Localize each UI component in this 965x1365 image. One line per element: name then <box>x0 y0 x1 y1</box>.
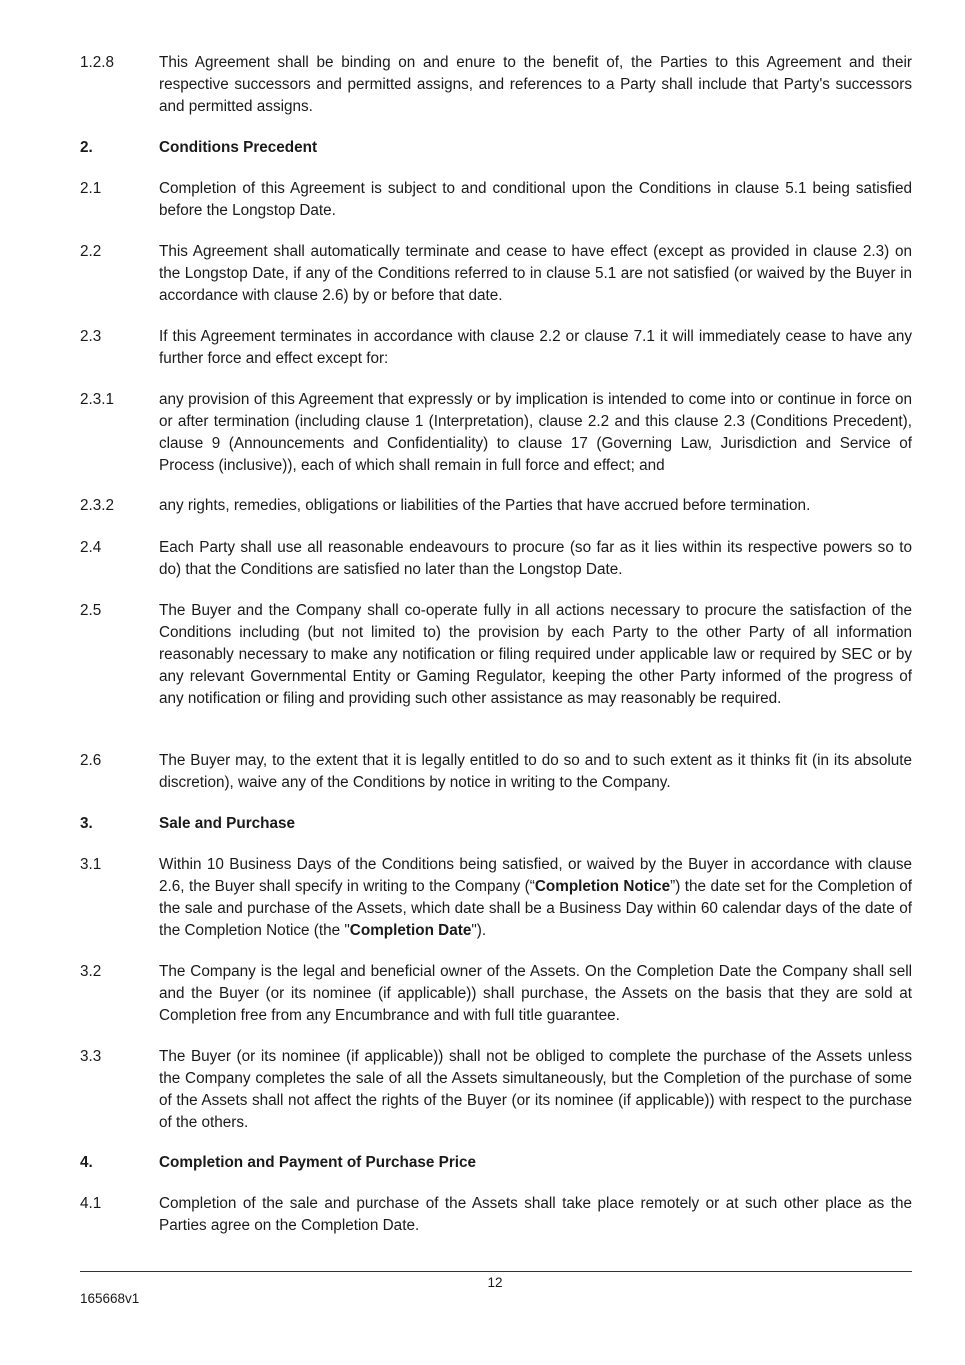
clause-3-1 <box>80 854 912 942</box>
defined-term-completion-notice: Completion Notice <box>534 877 671 895</box>
clause-text: The Company is the legal and beneficial owner of the Assets. On the Completion Date the Company shall sell and the Buyer (or its nominee (if applicable)) shall purchase, the Assets on the basis that they are sold at Completion free from any Encumbrance and with full title guarantee. <box>159 963 912 1024</box>
clause-2-3-2 <box>80 495 912 517</box>
clause-text: The Buyer (or its nominee (if applicable)) shall not be obliged to complete the purchase of the Assets unless the Company completes the sale of all the Assets simultaneously, but the Completion of the purchase of some of the Assets shall not affect the rights of the Buyer (or its nominee (if applicable)) with respect to the purchase of the others. <box>159 1048 912 1131</box>
clause-number: 3.1 <box>80 856 102 873</box>
clause-2-4 <box>80 537 912 581</box>
clause-text: any provision of this Agreement that expressly or by implication is intended to come into or continue in force on or after termination (including clause 1 (Interpretation), clause 2.2 and this clause 2.3 (Conditions Precedent), clause 9 (Announcements and Confidentiality) to clause 17 (Governing Law, Jurisdiction and Service of Process (inclusive)), each of which shall remain in full force and effect; and <box>159 391 912 474</box>
clause-3-2 <box>80 961 912 1027</box>
defined-term-completion-date: Completion Date <box>349 921 472 939</box>
document-reference: 165668v1 <box>80 1291 140 1306</box>
section-number: 4. <box>80 1154 93 1171</box>
clause-text: The Buyer and the Company shall co-operate fully in all actions necessary to procure the satisfaction of the Conditions including (but not limited to) the provision by each Party to the other Party of all information reasonably necessary to make any notification or filing required under applicable law or required by SEC or by any relevant Governmental Entity or Gaming Regulator, keeping the other Party informed of the progress of any notification or filing and providing such other assistance as may reasonably be required. <box>159 602 912 707</box>
clause-text: Each Party shall use all reasonable endeavours to procure (so far as it lies within its respective powers so to do) that the Conditions are satisfied no later than the Longstop Date. <box>159 539 912 578</box>
clause-3-3 <box>80 1046 912 1134</box>
clause-number: 2.4 <box>80 539 102 556</box>
clause-number: 2.3.1 <box>80 391 115 408</box>
section-heading-2 <box>80 137 912 159</box>
footer-divider <box>80 1271 912 1272</box>
clause-text: any rights, remedies, obligations or liabilities of the Parties that have accrued before termination. <box>159 497 811 514</box>
clause-number: 2.3.2 <box>80 497 115 514</box>
clause-text-part: Within 10 Business Days of the Conditions being satisfied, or waived by the Buyer in accordance with clause 2.6, the Buyer shall specify in writing to the Company (“ <box>159 856 912 895</box>
page-number: 12 <box>487 1275 503 1290</box>
clause-2-2 <box>80 241 912 307</box>
clause-text <box>159 854 912 942</box>
clause-number: 2.6 <box>80 752 102 769</box>
clause-number: 3.3 <box>80 1048 102 1065</box>
clause-text: Completion of this Agreement is subject to and conditional upon the Conditions in clause 5.1 being satisfied before the Longstop Date. <box>159 180 912 219</box>
clause-number: 1.2.8 <box>80 54 115 71</box>
section-title: Sale and Purchase <box>159 815 296 832</box>
clause-text-part: "). <box>471 921 487 939</box>
section-number: 3. <box>80 815 93 832</box>
clause-number: 2.5 <box>80 602 102 619</box>
clause-number: 3.2 <box>80 963 102 980</box>
clause-1-2-8 <box>80 52 912 118</box>
section-heading-3 <box>80 813 912 835</box>
clause-2-1 <box>80 178 912 222</box>
clause-4-1 <box>80 1193 912 1237</box>
clause-2-5 <box>80 600 912 710</box>
clause-text: This Agreement shall automatically terminate and cease to have effect (except as provided in clause 2.3) on the Longstop Date, if any of the Conditions referred to in clause 5.1 are not satisfied (or waived by the Buyer in accordance with clause 2.6) by or before that date. <box>159 243 912 304</box>
clause-2-6 <box>80 750 912 794</box>
clause-text: The Buyer may, to the extent that it is legally entitled to do so and to such extent as it thinks fit (in its absolute discretion), waive any of the Conditions by notice in writing to the Company. <box>159 752 912 791</box>
clause-number: 2.2 <box>80 243 102 260</box>
clause-2-3-1 <box>80 389 912 477</box>
clause-text: Completion of the sale and purchase of the Assets shall take place remotely or at such other place as the Parties agree on the Completion Date. <box>159 1195 912 1234</box>
clause-number: 4.1 <box>80 1195 102 1212</box>
clause-text: If this Agreement terminates in accordance with clause 2.2 or clause 7.1 it will immediately cease to have any further force and effect except for: <box>159 328 912 367</box>
section-number: 2. <box>80 139 93 156</box>
clause-text-part: ”) the date set for the Completion of the sale and purchase of the Assets, which date shall be a Business Day within 60 calendar days of the date of the Completion Notice (the " <box>159 877 912 939</box>
clause-number: 2.3 <box>80 328 102 345</box>
section-title: Conditions Precedent <box>159 139 318 156</box>
section-title: Completion and Payment of Purchase Price <box>159 1154 477 1171</box>
clause-number: 2.1 <box>80 180 102 197</box>
section-heading-4 <box>80 1152 912 1174</box>
clause-text: This Agreement shall be binding on and enure to the benefit of, the Parties to this Agreement and their respective successors and permitted assigns, and references to a Party shall include that Party's successors and permitted assigns. <box>159 54 912 115</box>
clause-2-3 <box>80 326 912 370</box>
